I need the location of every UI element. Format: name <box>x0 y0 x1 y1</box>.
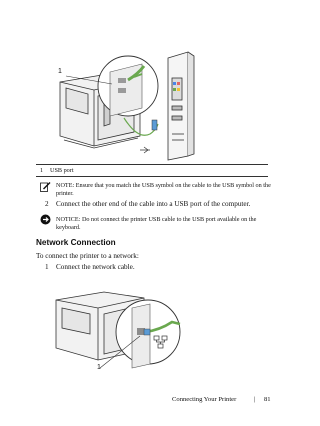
figure2-callout: 1 <box>97 364 101 371</box>
section-heading: Network Connection <box>36 238 116 247</box>
caption-number: 1 <box>40 167 44 174</box>
footer-separator: | <box>254 396 256 403</box>
printer-port-zoom <box>98 56 158 116</box>
step2-text: Connect the other end of the cable into a USB port of the computer. <box>56 200 251 208</box>
computer-tower <box>168 52 194 160</box>
note-text: NOTE: Ensure that you match the USB symbol on the cable to the USB symbol on the printer. <box>56 182 271 197</box>
caption-top-rule <box>36 164 268 165</box>
page-number: 81 <box>264 396 271 403</box>
step2-number: 2 <box>45 200 49 208</box>
figure1-callout: 1 <box>58 68 62 75</box>
step1-text: Connect the network cable. <box>56 263 135 271</box>
caption-bottom-rule <box>36 176 268 177</box>
note-icon <box>40 181 51 192</box>
usb-plug <box>140 120 157 153</box>
network-connection-illustration <box>48 284 208 380</box>
footer-title: Connecting Your Printer <box>172 396 237 403</box>
section-intro: To connect the printer to a network: <box>36 252 139 260</box>
network-port-zoom <box>116 300 180 368</box>
usb-connection-illustration <box>38 44 238 162</box>
notice-text: NOTICE: Do not connect the printer USB cable to the USB port available on the keyboard. <box>56 216 257 231</box>
notice-icon <box>40 214 51 225</box>
caption-label: USB port <box>50 167 74 174</box>
step1-number: 1 <box>45 263 49 271</box>
